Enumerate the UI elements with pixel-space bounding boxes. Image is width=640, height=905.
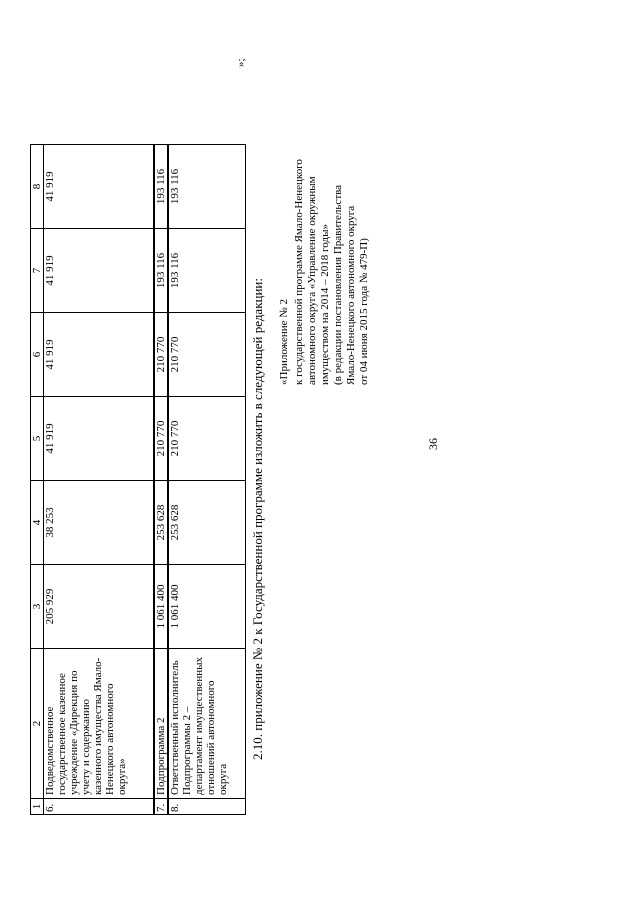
value-cell: 41 919 [44, 145, 154, 229]
appendix-heading-block [278, 85, 371, 385]
value-cell: 41 919 [44, 313, 154, 397]
header-cell: 6 [31, 313, 44, 397]
appendix-title: «Приложение № 2 [278, 298, 290, 385]
value-cell: 205 929 [44, 565, 154, 649]
header-cell: 7 [31, 229, 44, 313]
row-name: Ответственный исполнитель Подпрограммы 2 – департамент имущественных отношений автономного округа [168, 649, 246, 799]
value-cell: 41 919 [44, 229, 154, 313]
funding-table [30, 144, 246, 815]
value-cell: 38 253 [44, 481, 154, 565]
value-cell: 210 770 [168, 313, 246, 397]
row-name: Подпрограмма 2 [154, 649, 168, 799]
value-cell: 210 770 [154, 397, 168, 481]
table-header-row [31, 145, 44, 815]
value-cell: 1 061 400 [168, 565, 246, 649]
appendix-line: Ямало-Ненецкого автономного округа [345, 205, 357, 385]
value-cell: 41 919 [44, 397, 154, 481]
appendix-line: к государственной программе Ямало-Ненецкого [293, 159, 305, 385]
value-cell: 210 770 [154, 313, 168, 397]
page-number: 36 [426, 438, 440, 450]
appendix-line: автономного округа «Управление окружным [306, 176, 318, 385]
value-cell: 210 770 [168, 397, 246, 481]
value-cell: 193 116 [168, 229, 246, 313]
value-cell: 193 116 [154, 145, 168, 229]
header-cell: 1 [31, 799, 44, 815]
appendix-line: (в редакции постановления Правительства [332, 184, 344, 385]
header-cell: 2 [31, 649, 44, 799]
row-number: 7. [154, 799, 168, 815]
row-number: 6. [44, 799, 154, 815]
appendix-line: имуществом на 2014 – 2018 годы» [319, 224, 331, 385]
value-cell: 253 628 [154, 481, 168, 565]
row-name: Подведомственное государственное казенное учреждение «Дирекция по учету и содержанию казенного имущества Ямало-Ненецкого автономного округа» [44, 649, 154, 799]
value-cell: 193 116 [154, 229, 168, 313]
value-cell: 193 116 [168, 145, 246, 229]
header-cell: 5 [31, 397, 44, 481]
value-cell: 1 061 400 [154, 565, 168, 649]
header-cell: 8 [31, 145, 44, 229]
amendment-item-text: 2.10. приложение № 2 к Государственной программе изложить в следующей редакции: [250, 277, 265, 760]
value-cell: 253 628 [168, 481, 246, 565]
table-row [154, 145, 168, 815]
table-row [168, 145, 246, 815]
row-number: 8. [168, 799, 246, 815]
header-cell: 3 [31, 565, 44, 649]
table-row [44, 145, 154, 815]
appendix-line: от 04 июня 2015 года № 479-П) [358, 238, 370, 385]
header-cell: 4 [31, 481, 44, 565]
closing-quote-mark: »; [235, 58, 247, 67]
